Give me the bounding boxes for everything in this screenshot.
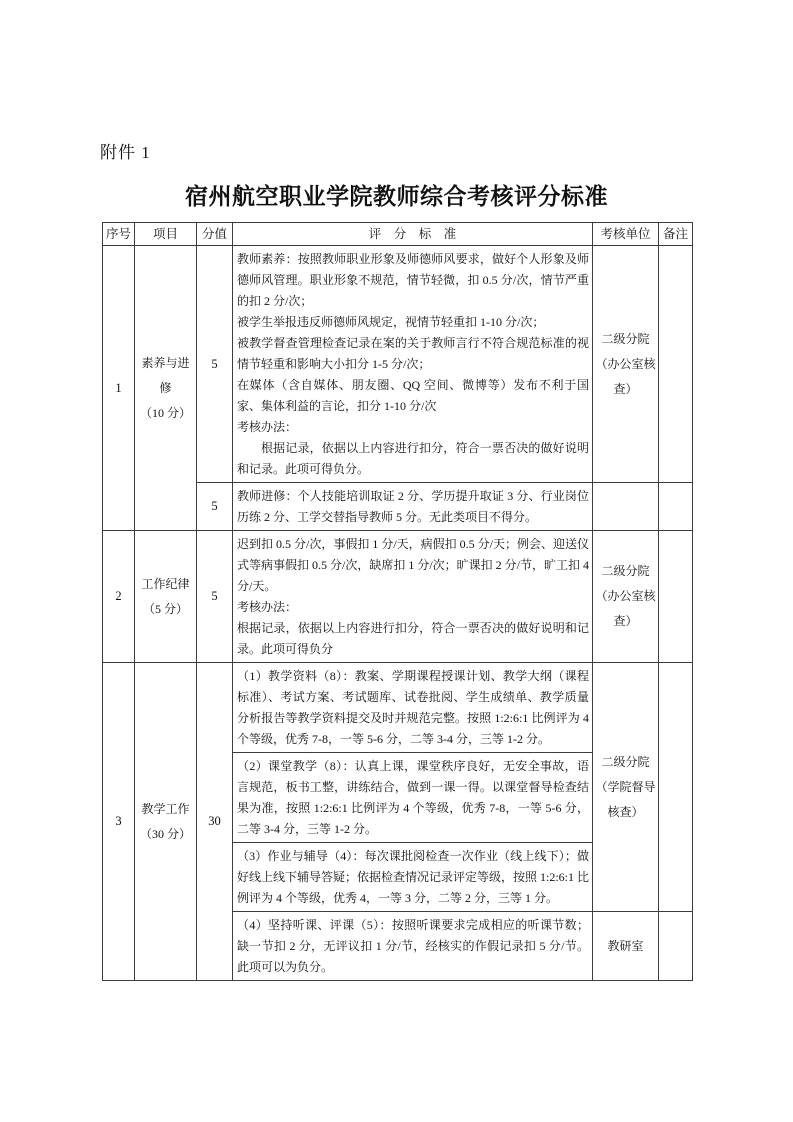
unit-line: 二级分院: [601, 754, 650, 769]
cell-criteria-2: [233, 531, 593, 663]
cell-criteria-3d: [233, 912, 593, 981]
cell-remark-2: [659, 531, 693, 663]
unit-line: 教研室: [607, 938, 644, 953]
criteria-paragraph: （3）作业与辅导（4）：每次课批阅检查一次作业（线上线下）；做好线上线下辅导答疑；依据检查情况记录评定等级，按照 1:2:6:1 比例评为 4 个等级，优秀 4，一等 3 分，二等 2 分，三等 1 分。: [237, 849, 590, 905]
cell-criteria-3a: [233, 663, 593, 753]
cell-criteria-3c: [233, 843, 593, 912]
criteria-paragraph: 迟到扣 0.5 分/次，事假扣 1 分/天，病假扣 0.5 分/天；例会、迎送仪式等病事假扣 0.5 分/次，缺席扣 1 分/次；旷课扣 2 分/节，旷工扣 4 分/天。: [237, 537, 590, 593]
cell-item-1: [135, 246, 197, 531]
criteria-paragraph: （2）课堂教学（8）：认真上课，课堂秩序良好，无安全事故，语言规范，板书工整，讲练结合，做到一课一得。以课堂督导检查结果为准，按照 1:2:6:1 比例评为 4 个等级，优秀 7-8，一等 5-6 分，二等 3-4 分，三等 1-2 分。: [237, 759, 589, 836]
table-row-3a: [103, 663, 693, 753]
criteria-paragraph: 考核办法：: [237, 600, 298, 614]
unit-line: 二级分院: [601, 564, 650, 578]
header-score: 分值: [197, 223, 233, 246]
cell-remark-1a: [659, 246, 693, 483]
header-unit: 考核单位: [593, 223, 659, 246]
unit-line: （办公室核: [595, 356, 656, 371]
criteria-paragraph: （4）坚持听课、评课（5）：按照听课要求完成相应的听课节数；缺一节扣 2 分，无评议扣 1 分/节，经核实的作假记录扣 5 分/节。此项可以为负分。: [237, 918, 589, 974]
unit-line: 查）: [613, 381, 638, 396]
cell-item-3: [135, 663, 197, 981]
header-item: 项目: [135, 223, 197, 246]
item-line: （30 分）: [139, 826, 191, 841]
table-header-row: [103, 223, 693, 246]
cell-index-3: 3: [103, 663, 135, 981]
criteria-paragraph: 教师素养：按照教师职业形象及师德师风要求，做好个人形象及师德师风管理。职业形象不规范，情节轻微，扣 0.5 分/次，情节严重的扣 2 分/次；: [237, 252, 589, 308]
cell-score-1a: 5: [197, 246, 233, 483]
cell-score-3: 30: [197, 663, 233, 981]
criteria-paragraph: 在媒体（含自媒体、朋友圈、QQ 空间、微博等）发布不利于国家、集体利益的言论，扣分 1-10 分/次: [237, 378, 589, 413]
criteria-paragraph: 教师进修：个人技能培训取证 2 分、学历提升取证 3 分、行业岗位历练 2 分、工学交替指导教师 5 分。无此类项目不得分。: [237, 489, 589, 524]
item-line: （5 分）: [142, 601, 188, 616]
item-line: 素养与进: [141, 355, 190, 370]
unit-line: （办公室核: [595, 589, 656, 603]
header-remark: 备注: [659, 223, 693, 246]
unit-line: （学院督导: [595, 779, 656, 794]
cell-index-1: 1: [103, 246, 135, 531]
scoring-standard-table: [102, 222, 693, 981]
cell-criteria-1b: [233, 483, 593, 531]
item-line: （10 分）: [139, 405, 191, 420]
header-criteria: 评 分 标 准: [233, 223, 593, 246]
cell-unit-3d: [593, 912, 659, 981]
item-line: 教学工作: [141, 801, 190, 816]
cell-index-2: 2: [103, 531, 135, 663]
attachment-label: 附件 1: [100, 143, 151, 162]
cell-unit-2: [593, 531, 659, 663]
cell-remark-3d: [659, 912, 693, 981]
cell-score-1b: 5: [197, 483, 233, 531]
header-index: 序号: [103, 223, 135, 246]
cell-unit-3abc: [593, 663, 659, 912]
unit-line: 二级分院: [601, 331, 650, 346]
criteria-paragraph: 被学生举报违反师德师风规定，视情节轻重扣 1-10 分/次；: [237, 315, 545, 329]
cell-score-2: 5: [197, 531, 233, 663]
cell-unit-1a: [593, 246, 659, 483]
criteria-paragraph: 考核办法：: [237, 420, 298, 434]
table-row-1a: [103, 246, 693, 483]
cell-item-2: [135, 531, 197, 663]
unit-line: 核查）: [607, 804, 644, 819]
criteria-paragraph: 被教学督查管理检查记录在案的关于教师言行不符合规范标准的视情节轻重和影响大小扣分 1-5 分/次；: [237, 336, 589, 371]
item-line: 工作纪律: [141, 576, 190, 591]
criteria-paragraph: 根据记录，依据以上内容进行扣分，符合一票否决的做好说明和记录。此项可得负分。: [237, 441, 589, 476]
table-row-2: [103, 531, 693, 663]
criteria-paragraph: （1）教学资料（8）：教案、学期课程授课计划、教学大纲（课程标准）、考试方案、考试题库、试卷批阅、学生成绩单、教学质量分析报告等教学资料提交及时并规范完整。按照 1:2:6:1 比例评为 4 个等级，优秀 7-8，一等 5-6 分，二等 3-4 分，三等 1-2 分。: [237, 669, 589, 746]
document-title: 宿州航空职业学院教师综合考核评分标准: [185, 184, 608, 209]
cell-criteria-1a: [233, 246, 593, 483]
item-line: 修: [159, 380, 172, 395]
cell-criteria-3b: [233, 753, 593, 843]
criteria-paragraph: 根据记录，依据以上内容进行扣分，符合一票否决的做好说明和记录。此项可得负分: [237, 621, 589, 656]
cell-remark-3abc: [659, 663, 693, 912]
unit-line: 查）: [613, 614, 638, 628]
cell-unit-1b: [593, 483, 659, 531]
cell-remark-1b: [659, 483, 693, 531]
